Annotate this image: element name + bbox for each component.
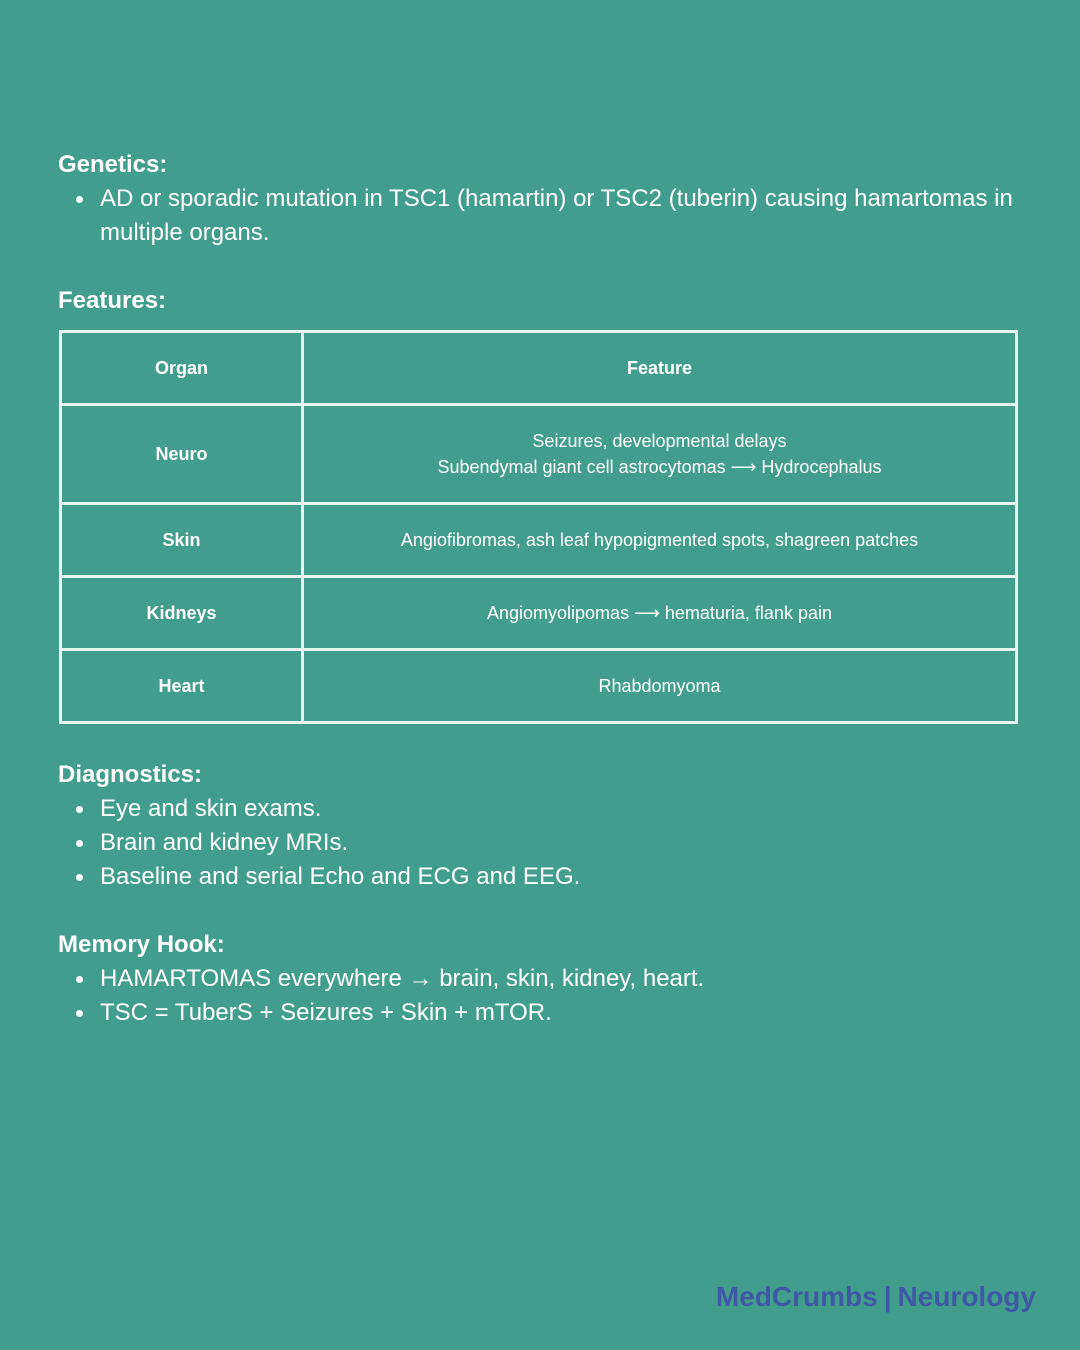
features-table (59, 330, 1018, 724)
brand-separator: | (883, 1281, 892, 1312)
memory-hook-list (58, 962, 1018, 1030)
table-row (61, 405, 1017, 504)
list-item (58, 792, 1018, 826)
list-item (58, 826, 1018, 860)
list-item-text: Eye and skin exams. (100, 795, 322, 822)
bullet-icon (76, 874, 83, 881)
feature-line: Subendymal giant cell astrocytomas ⟶ Hydrocephalus (437, 457, 882, 477)
list-item-text: AD or sporadic mutation in TSC1 (hamartin) or TSC2 (tuberin) causing hamartomas in multiple organs. (100, 185, 1013, 246)
feature-cell: Angiomyolipomas ⟶ hematuria, flank pain (303, 577, 1017, 650)
feature-line: Seizures, developmental delays (532, 431, 787, 451)
list-item (58, 182, 1018, 250)
list-item (58, 860, 1018, 894)
table-row (61, 650, 1017, 723)
list-item-text: Baseline and serial Echo and ECG and EEG. (100, 863, 581, 890)
table-row (61, 577, 1017, 650)
organ-cell: Neuro (61, 405, 303, 504)
bullet-icon (76, 976, 83, 983)
table-row (61, 504, 1017, 577)
bullet-icon (76, 840, 83, 847)
diagnostics-title: Diagnostics: (58, 761, 203, 788)
memory-hook-title: Memory Hook: (58, 931, 225, 958)
features-title: Features: (58, 287, 167, 314)
column-header-feature: Feature (303, 332, 1017, 405)
list-item-text: TSC = TuberS + Seizures + Skin + mTOR. (100, 999, 552, 1026)
bullet-icon (76, 806, 83, 813)
organ-cell: Kidneys (61, 577, 303, 650)
feature-cell (303, 405, 1017, 504)
list-item (58, 962, 1018, 996)
diagnostics-list (58, 792, 1018, 894)
brand-section: Neurology (897, 1281, 1036, 1312)
feature-cell: Angiofibromas, ash leaf hypopigmented spots, shagreen patches (303, 504, 1017, 577)
brand-name: MedCrumbs (715, 1281, 878, 1312)
brand-footer (716, 1281, 1036, 1313)
list-item-text: HAMARTOMAS everywhere → brain, skin, kidney, heart. (100, 965, 705, 992)
organ-cell: Skin (61, 504, 303, 577)
feature-cell: Rhabdomyoma (303, 650, 1017, 723)
content (58, 148, 1018, 1030)
bullet-icon (76, 196, 83, 203)
genetics-title: Genetics: (58, 151, 168, 178)
genetics-list (58, 182, 1018, 250)
list-item (58, 996, 1018, 1030)
list-item-text: Brain and kidney MRIs. (100, 829, 349, 856)
table-header-row (61, 332, 1017, 405)
column-header-organ: Organ (61, 332, 303, 405)
bullet-icon (76, 1010, 83, 1017)
organ-cell: Heart (61, 650, 303, 723)
